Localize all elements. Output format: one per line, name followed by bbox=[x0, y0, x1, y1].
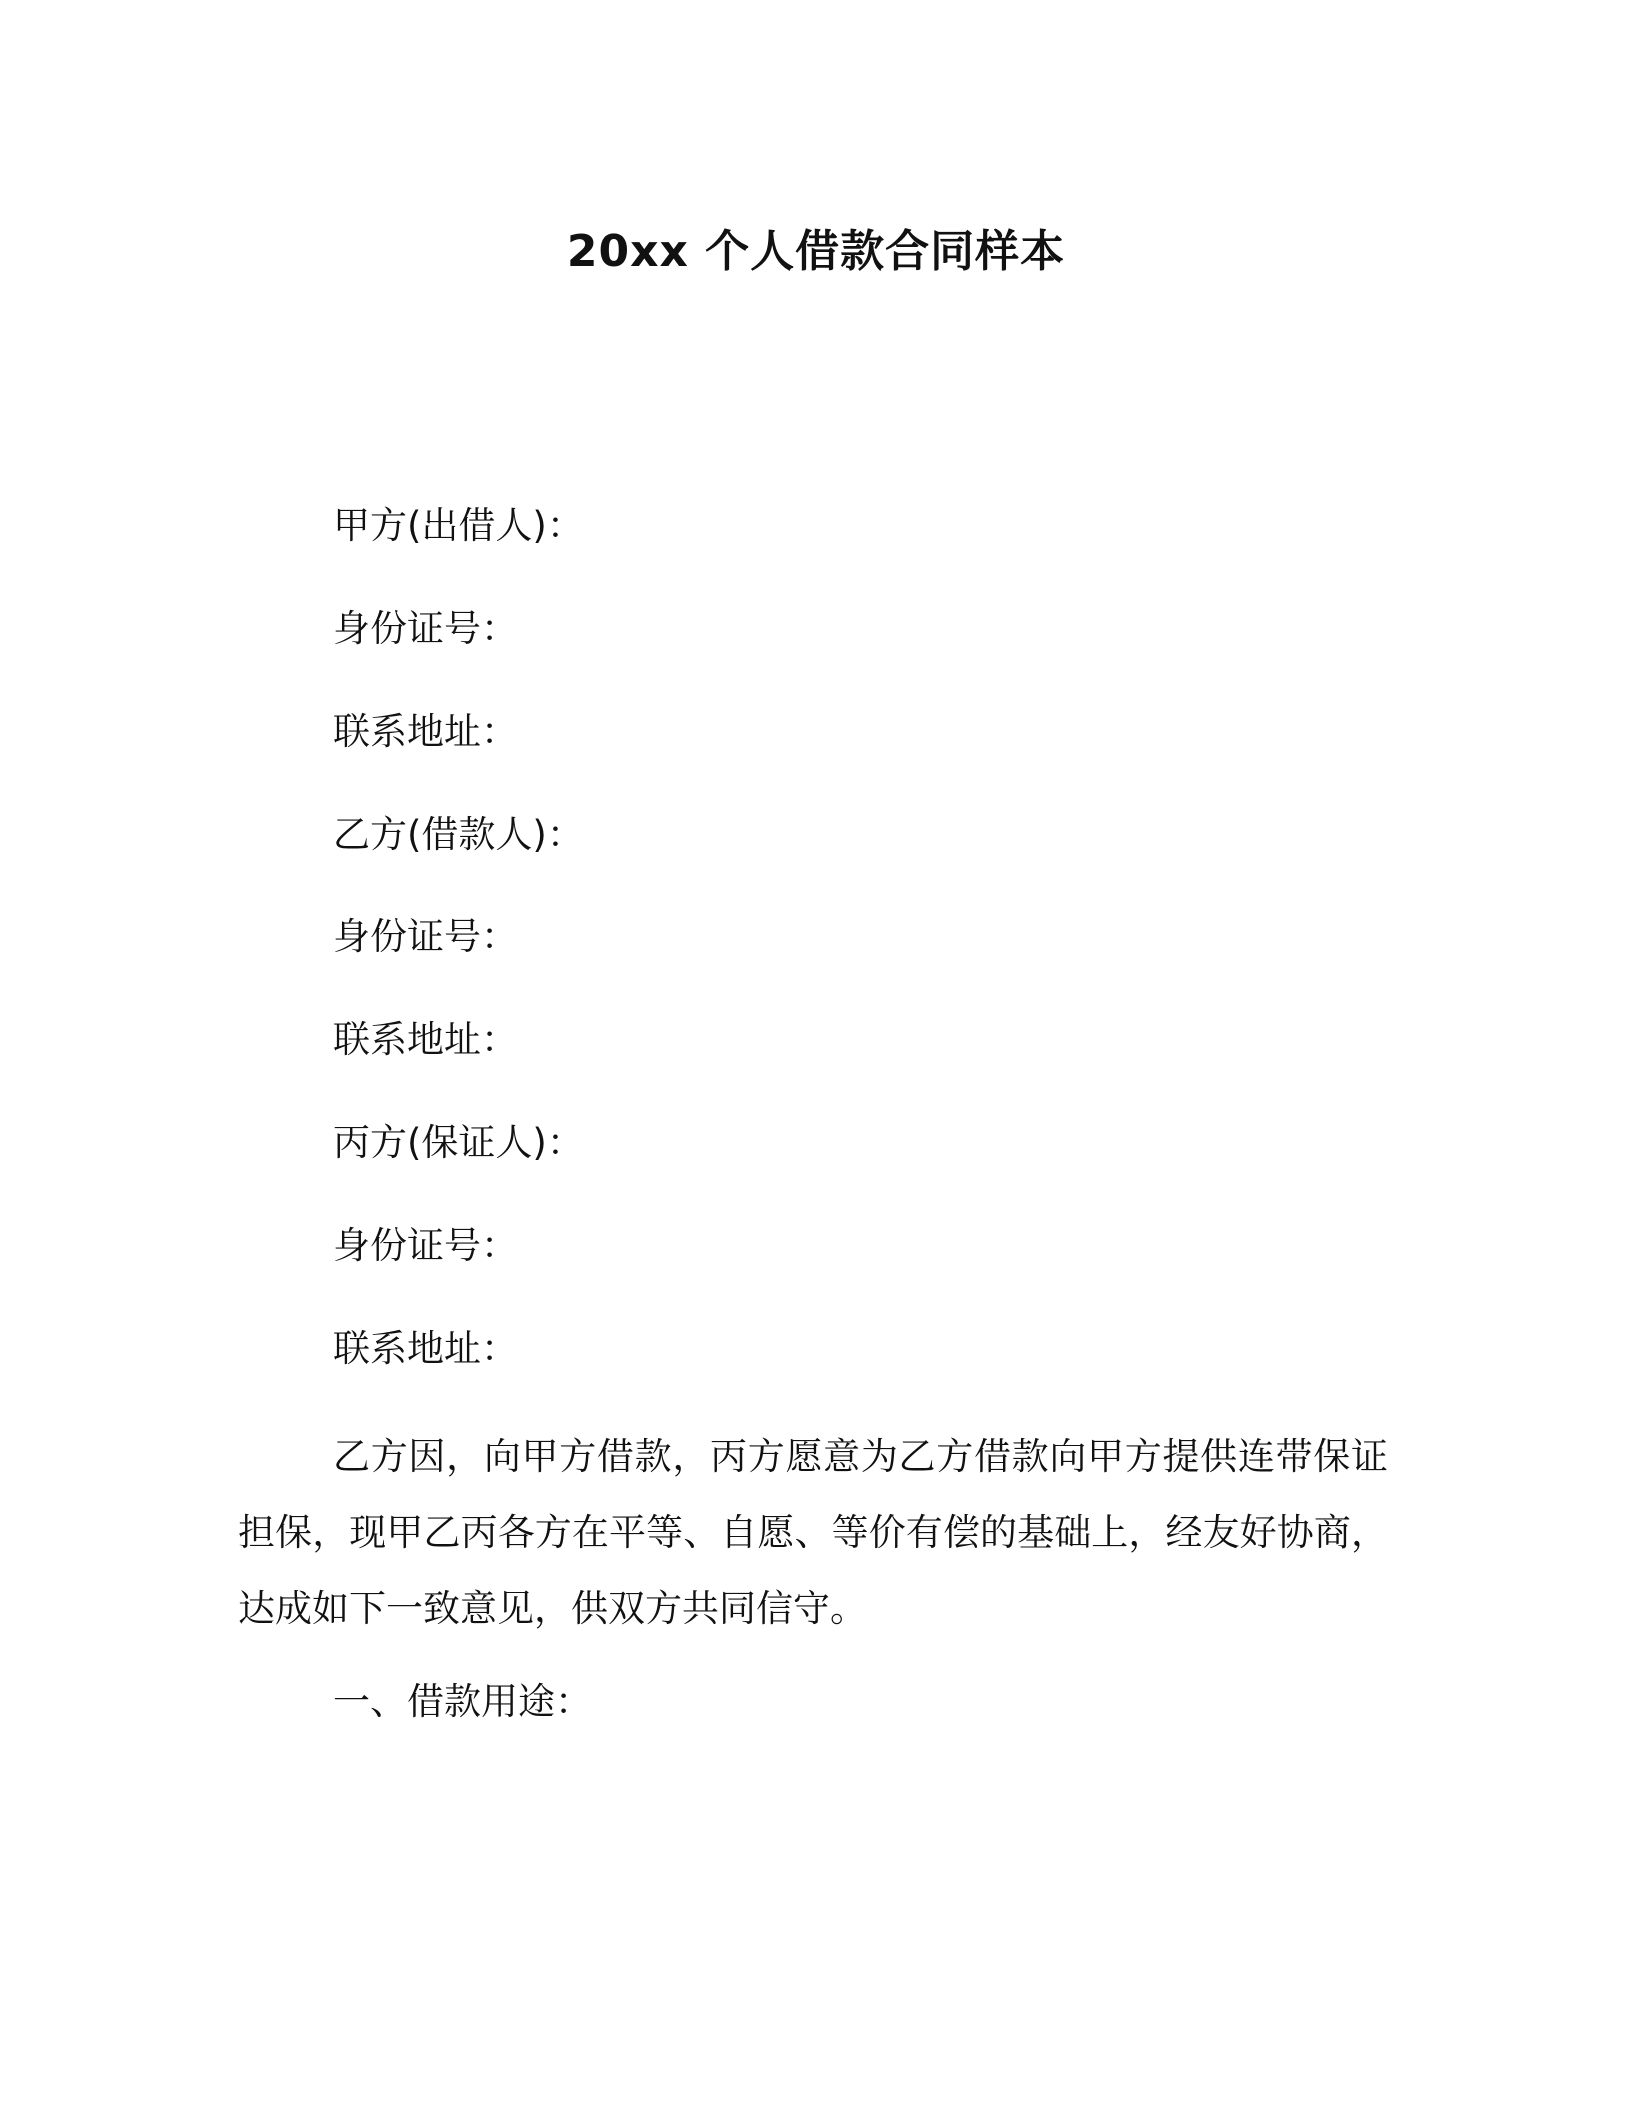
lender-label: 甲方(出借人)： bbox=[333, 504, 584, 547]
borrower-id-label: 身份证号： bbox=[333, 915, 518, 958]
guarantor-id-label: 身份证号： bbox=[333, 1224, 518, 1267]
section-heading-loan-purpose: 一、借款用途： bbox=[333, 1680, 592, 1723]
preamble-paragraph: 乙方因，向甲方借款，丙方愿意为乙方借款向甲方提供连带保证担保，现甲乙丙各方在平等、自愿、等价有偿的基础上，经友好协商，达成如下一致意见，供双方共同信守。 bbox=[238, 1435, 1388, 1630]
borrower-label: 乙方(借款人)： bbox=[333, 813, 584, 856]
borrower-address-label: 联系地址： bbox=[333, 1018, 518, 1061]
document-title: 20xx 个人借款合同样本 bbox=[566, 226, 1066, 277]
guarantor-address-label: 联系地址： bbox=[333, 1327, 518, 1370]
lender-id-label: 身份证号： bbox=[333, 607, 518, 650]
guarantor-label: 丙方(保证人)： bbox=[333, 1121, 584, 1164]
lender-address-label: 联系地址： bbox=[333, 710, 518, 753]
